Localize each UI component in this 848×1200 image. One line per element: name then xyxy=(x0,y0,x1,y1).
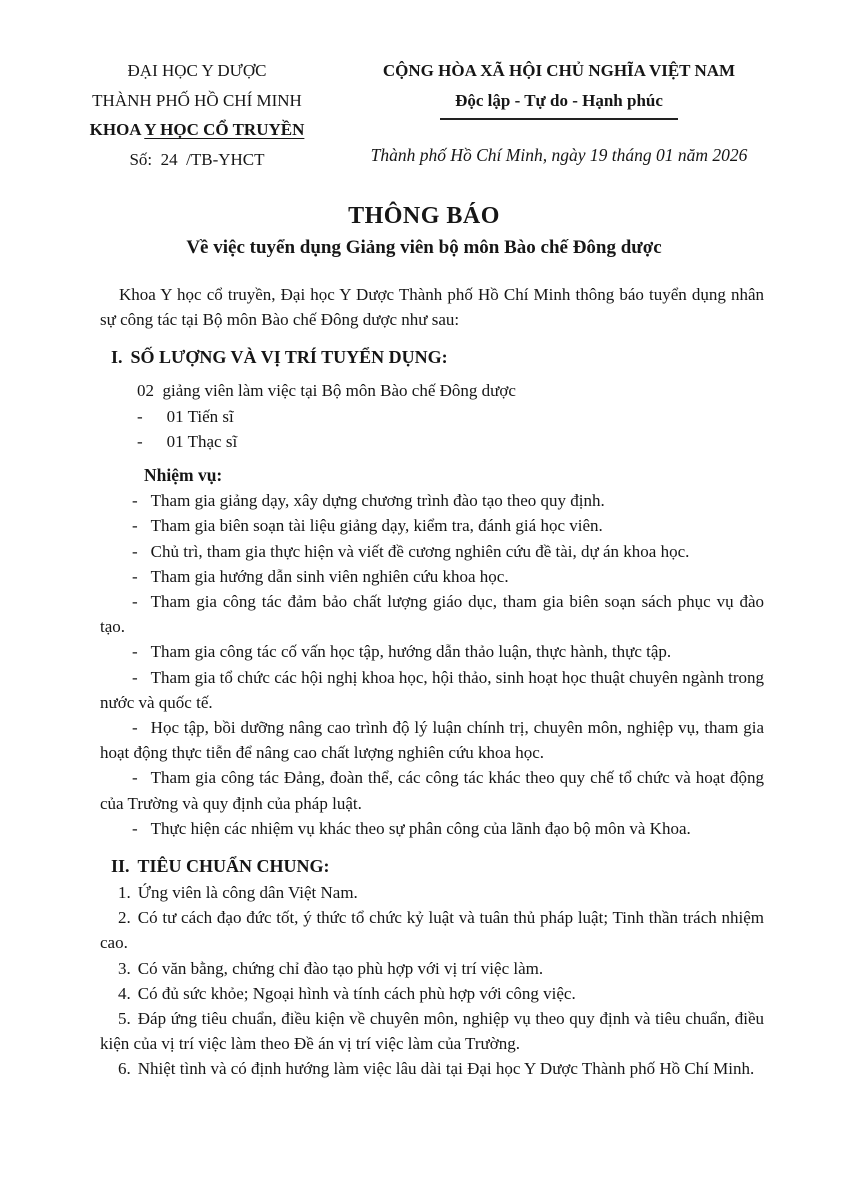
place-date-line: Thành phố Hồ Chí Minh, ngày 19 tháng 01 năm 2026 xyxy=(370,145,748,165)
section-1-number: I. xyxy=(111,347,123,368)
task-item xyxy=(100,539,764,564)
task-item xyxy=(100,816,764,841)
document-subtitle: Về việc tuyển dụng Giảng viên bộ môn Bào chế Đông dược xyxy=(186,237,662,258)
motto-underline-rule xyxy=(440,118,678,120)
requirement-text: Đáp ứng tiêu chuẩn, điều kiện về chuyên môn, nghiệp vụ theo quy định và tiêu chuẩn, điều kiện của vị trí việc làm theo Đề án vị trí việc làm của Trường. xyxy=(100,1009,764,1054)
section-1-heading-text: SỐ LƯỢNG VÀ VỊ TRÍ TUYỂN DỤNG: xyxy=(130,347,448,368)
task-item-text: Thực hiện các nhiệm vụ khác theo sự phân công của lãnh đạo bộ môn và Khoa. xyxy=(150,818,691,838)
task-item-text: Tham gia hướng dẫn sinh viên nghiên cứu khoa học. xyxy=(150,566,509,586)
task-item-text: Học tập, bồi dưỡng nâng cao trình độ lý luận chính trị, chuyên môn, nghiệp vụ, tham gia hoạt động thực tiễn để nâng cao chất lượng nghiên cứu khoa học. xyxy=(100,718,764,763)
section-2-heading-text: TIÊU CHUẨN CHUNG: xyxy=(137,856,330,877)
task-item xyxy=(100,488,764,513)
position-count-line: 02 giảng viên làm việc tại Bộ môn Bào chế Đông dược xyxy=(137,381,516,401)
task-item xyxy=(100,665,764,715)
org-department-prefix: KHOA xyxy=(89,120,141,139)
requirement-text: Có tư cách đạo đức tốt, ý thức tổ chức kỷ luật và tuân thủ pháp luật; Tinh thần trách nhiệm cao. xyxy=(100,908,764,953)
org-name-line1: ĐẠI HỌC Y DƯỢC xyxy=(127,61,267,80)
national-motto: Độc lập - Tự do - Hạnh phúc xyxy=(455,90,663,110)
document-body xyxy=(100,282,764,1082)
section-1-heading xyxy=(100,344,764,371)
requirement-item xyxy=(100,1056,764,1081)
org-department-name: Y HỌC CỔ TRUYỀN xyxy=(144,120,305,139)
task-item-text: Tham gia công tác cố vấn học tập, hướng dẫn thảo luận, thực hành, thực tập. xyxy=(150,642,672,662)
requirement-number: 1. xyxy=(118,883,131,903)
task-item xyxy=(100,715,764,765)
requirement-item xyxy=(100,1006,764,1056)
task-item-text: Tham gia công tác Đảng, đoàn thể, các công tác khác theo quy chế tổ chức và hoạt động của Trường và quy định của pháp luật. xyxy=(100,768,764,813)
dash-marker: - xyxy=(132,667,138,687)
dash-marker: - xyxy=(132,768,138,788)
requirement-item xyxy=(100,880,764,905)
dash-marker: - xyxy=(137,406,143,426)
task-item xyxy=(100,765,764,815)
dash-marker: - xyxy=(132,541,138,561)
dash-marker: - xyxy=(132,516,138,536)
task-item-text: Tham gia biên soạn tài liệu giảng dạy, kiểm tra, đánh giá học viên. xyxy=(150,516,603,536)
document-header xyxy=(0,56,848,174)
dash-marker: - xyxy=(132,642,138,662)
requirement-number: 6. xyxy=(118,1059,131,1079)
task-item-text: Tham gia tổ chức các hội nghị khoa học, hội thảo, sinh hoạt học thuật chuyên ngành trong nước và quốc tế. xyxy=(100,667,764,712)
requirement-item xyxy=(100,956,764,981)
requirement-number: 5. xyxy=(118,1009,131,1029)
section-2-heading xyxy=(100,853,764,880)
document-number: Số: 24 /TB-YHCT xyxy=(129,149,265,169)
task-item xyxy=(100,589,764,639)
intro-paragraph: Khoa Y học cổ truyền, Đại học Y Dược Thành phố Hồ Chí Minh thông báo tuyển dụng nhân sự công tác tại Bộ môn Bào chế Đông dược như sau: xyxy=(100,285,764,330)
task-item xyxy=(100,513,764,538)
issuing-org-block xyxy=(72,56,322,174)
position-item xyxy=(100,404,764,429)
task-item-text: Chủ trì, tham gia thực hiện và viết đề cương nghiên cứu đề tài, dự án khoa học. xyxy=(150,541,690,561)
dash-marker: - xyxy=(132,566,138,586)
tasks-heading: Nhiệm vụ: xyxy=(144,465,223,486)
national-header-block xyxy=(340,56,778,171)
dash-marker: - xyxy=(132,491,138,511)
task-item-text: Tham gia giảng dạy, xây dựng chương trình đào tạo theo quy định. xyxy=(150,491,605,511)
requirement-number: 4. xyxy=(118,983,131,1003)
dash-marker: - xyxy=(132,718,138,738)
section-2-number: II. xyxy=(111,856,130,877)
position-item-text: 01 Thạc sĩ xyxy=(166,431,238,451)
requirement-item xyxy=(100,905,764,955)
requirement-item xyxy=(100,981,764,1006)
requirement-text: Có đủ sức khỏe; Ngoại hình và tính cách phù hợp với công việc. xyxy=(137,983,576,1003)
org-department-line xyxy=(72,115,322,145)
national-name-line: CỘNG HÒA XÃ HỘI CHỦ NGHĨA VIỆT NAM xyxy=(382,61,736,80)
requirement-number: 2. xyxy=(118,908,131,928)
requirement-text: Ứng viên là công dân Việt Nam. xyxy=(137,883,358,903)
position-item-text: 01 Tiến sĩ xyxy=(166,406,234,426)
task-item xyxy=(100,639,764,664)
requirement-text: Có văn bằng, chứng chỉ đào tạo phù hợp với vị trí việc làm. xyxy=(137,958,544,978)
requirement-number: 3. xyxy=(118,958,131,978)
position-item xyxy=(100,429,764,454)
task-item-text: Tham gia công tác đảm bảo chất lượng giáo dục, tham gia biên soạn sách phục vụ đào tạo. xyxy=(100,592,764,637)
requirement-text: Nhiệt tình và có định hướng làm việc lâu dài tại Đại học Y Dược Thành phố Hồ Chí Minh. xyxy=(137,1059,755,1079)
dash-marker: - xyxy=(132,592,138,612)
task-item xyxy=(100,564,764,589)
org-name-line2: THÀNH PHỐ HỒ CHÍ MINH xyxy=(92,90,302,110)
document-title: THÔNG BÁO xyxy=(348,203,500,229)
dash-marker: - xyxy=(132,818,138,838)
dash-marker: - xyxy=(137,431,143,451)
